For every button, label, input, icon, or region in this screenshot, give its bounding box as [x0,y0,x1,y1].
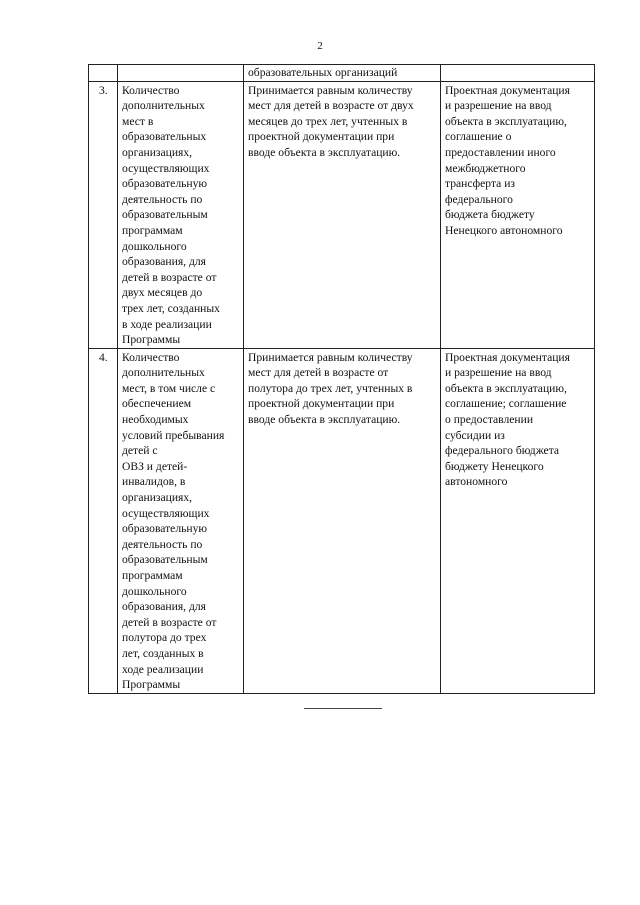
table-row [89,81,595,348]
source-text: Проектная документация и разрешение на ввод объекта в эксплуатацию, соглашение о предоставлении иного межбюджетного трансферта из федерального бюджета бюджету Ненецкого автономного [445,83,570,237]
table-cell-method [244,65,441,82]
table-cell-indicator [118,65,244,82]
table-cell-source [441,65,595,82]
continuation-text: образовательных организаций [248,66,398,79]
indicator-text: Количество дополнительных мест в образовательных организациях, осуществляющих образовательную деятельность по образовательным программам дошкольного образования, для детей в возрасте от двух месяцев до трех лет, созданных в ходе реализации Программы [122,83,220,347]
table-row [89,348,595,693]
table-cell-source [441,348,595,693]
table-cell-source [441,81,595,348]
source-text: Проектная документация и разрешение на ввод объекта в эксплуатацию, соглашение; соглашение о предоставлении субсидии из федерального бюджета бюджету Ненецкого автономного [445,350,570,489]
table-cell-method [244,81,441,348]
indicator-text: Количество дополнительных мест, в том числе с обеспечением необходимых условий пребывания детей с ОВЗ и детей- инвалидов, в организациях, осуществляющих образовательную деятельность по образовательным программам дошкольного образования, для детей в возрасте от полутора до трех лет, созданных в ходе реализации Программы [122,350,225,692]
indicators-table [88,64,595,694]
table-cell-num [89,65,118,82]
end-divider [304,708,382,709]
method-text: Принимается равным количеству мест для детей в возрасте от полутора до трех лет, учтенных в проектной документации при вводе объекта в эксплуатацию. [248,350,413,427]
table-cell-method [244,348,441,693]
table-cell-indicator [118,348,244,693]
table-row-continuation [89,65,595,82]
method-text: Принимается равным количеству мест для детей в возрасте от двух месяцев до трех лет, учтенных в проектной документации при вводе объекта в эксплуатацию. [248,83,414,159]
table-cell-indicator [118,81,244,348]
row-number: 4. [89,348,118,693]
row-number: 3. [89,81,118,348]
page-number: 2 [317,40,323,52]
